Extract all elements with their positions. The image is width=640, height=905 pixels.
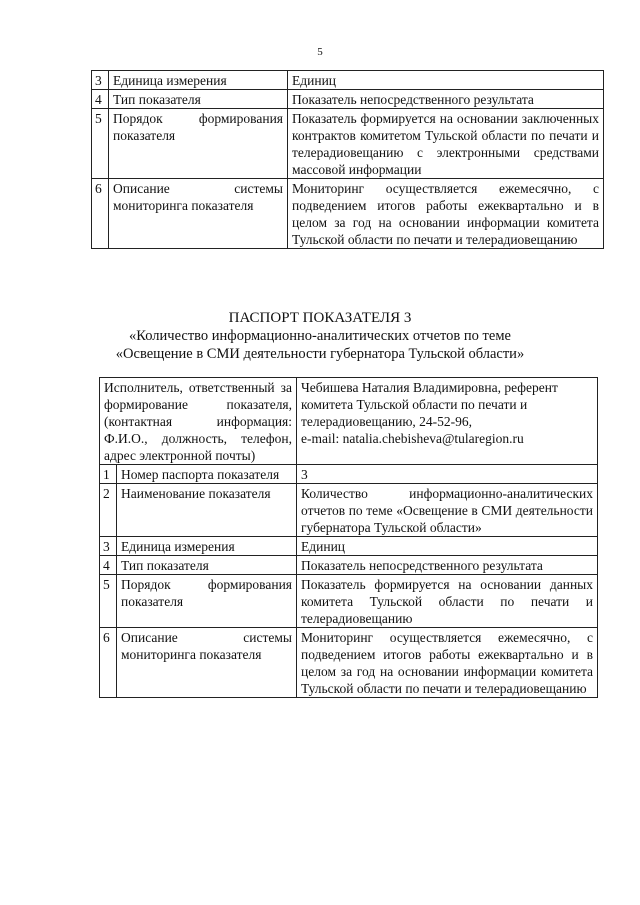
row-value: Показатель формируется на основании данных комитета Тульской области по печати и телерадиовещанию bbox=[297, 575, 598, 628]
row-label: Наименование показателя bbox=[117, 484, 297, 537]
table-row bbox=[92, 90, 604, 109]
row-label: Тип показателя bbox=[117, 556, 297, 575]
row-value: Показатель непосредственного результата bbox=[297, 556, 598, 575]
row-label: Описание системы мониторинга показателя bbox=[109, 179, 288, 249]
table-row bbox=[92, 71, 604, 90]
row-number: 4 bbox=[92, 90, 109, 109]
row-number: 1 bbox=[100, 465, 117, 484]
row-value: Мониторинг осуществляется ежемесячно, с подведением итогов работы ежеквартально и в целом за год на основании информации комитета Тульской области по печати и телерадиовещанию bbox=[288, 179, 604, 249]
row-number: 6 bbox=[100, 628, 117, 698]
row-number: 5 bbox=[92, 109, 109, 179]
table-row bbox=[100, 484, 598, 537]
row-number: 3 bbox=[100, 537, 117, 556]
table-row bbox=[92, 179, 604, 249]
row-label: Тип показателя bbox=[109, 90, 288, 109]
passport-subtitle-line1: «Количество информационно-аналитических отчетов по теме bbox=[129, 328, 511, 344]
table-row bbox=[100, 556, 598, 575]
row-value: Единиц bbox=[288, 71, 604, 90]
responsible-contact: Чебишева Наталия Владимировна, референт комитета Тульской области по печати и телерадиовещанию, 24-52-96, bbox=[301, 380, 558, 429]
row-number: 4 bbox=[100, 556, 117, 575]
table-row bbox=[100, 537, 598, 556]
passport-title: ПАСПОРТ ПОКАЗАТЕЛЯ 3 bbox=[228, 310, 412, 326]
row-number: 5 bbox=[100, 575, 117, 628]
row-label: Порядок формирования показателя bbox=[117, 575, 297, 628]
row-label: Номер паспорта показателя bbox=[117, 465, 297, 484]
passport-table bbox=[99, 377, 598, 698]
table-row bbox=[100, 465, 598, 484]
responsible-label: Исполнитель, ответственный за формирование показателя, (контактная информация: Ф.И.О., должность, телефон, адрес электронной почты) bbox=[100, 378, 297, 465]
row-label: Единица измерения bbox=[117, 537, 297, 556]
table-header-row bbox=[100, 378, 598, 465]
responsible-value bbox=[297, 378, 598, 465]
row-value: Количество информационно-аналитических отчетов по теме «Освещение в СМИ деятельности губернатора Тульской области» bbox=[297, 484, 598, 537]
row-number: 3 bbox=[92, 71, 109, 90]
table-row bbox=[100, 628, 598, 698]
table-row bbox=[100, 575, 598, 628]
page-number: 5 bbox=[317, 46, 323, 58]
passport-subtitle-line2: «Освещение в СМИ деятельности губернатора Тульской области» bbox=[115, 346, 525, 362]
row-value: Единиц bbox=[297, 537, 598, 556]
passport-heading bbox=[0, 309, 640, 363]
responsible-email: e-mail: natalia.chebisheva@tularegion.ru bbox=[301, 431, 524, 446]
row-value: Мониторинг осуществляется ежемесячно, с подведением итогов работы ежеквартально и в целом за год на основании информации комитета Тульской области по печати и телерадиовещанию bbox=[297, 628, 598, 698]
row-value: Показатель формируется на основании заключенных контрактов комитетом Тульской области по печати и телерадиовещанию с электронными средствами массовой информации bbox=[288, 109, 604, 179]
row-number: 6 bbox=[92, 179, 109, 249]
indicator-table-continued bbox=[91, 70, 604, 249]
table-row bbox=[92, 109, 604, 179]
row-label: Порядок формирования показателя bbox=[109, 109, 288, 179]
row-number: 2 bbox=[100, 484, 117, 537]
row-label: Описание системы мониторинга показателя bbox=[117, 628, 297, 698]
row-label: Единица измерения bbox=[109, 71, 288, 90]
row-value: 3 bbox=[297, 465, 598, 484]
row-value: Показатель непосредственного результата bbox=[288, 90, 604, 109]
